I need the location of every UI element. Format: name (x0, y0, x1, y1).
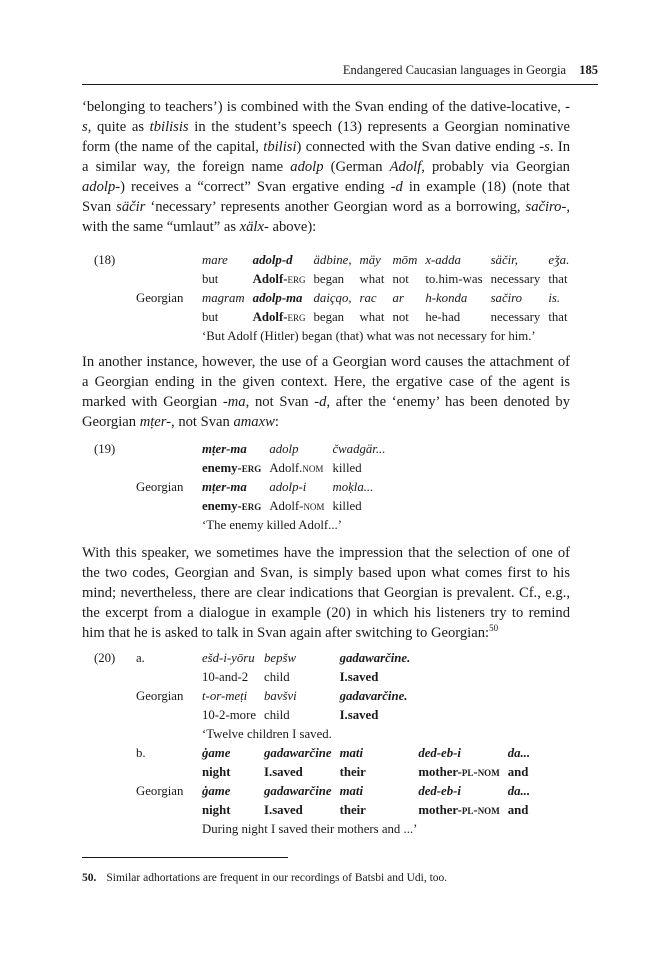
text-segment: ar (392, 291, 404, 305)
text-segment: With this speaker, we sometimes have the impression that the selection of one of the two codes, Georgian and Svan, is simply based upon what comes first to his mind; nevertheless, there are clear indications that Georgian is prevalent. Cf., e.g., the excerpt from a dialogue in example (20) in which his listeners try to remind him that he is asked to talk in Svan again after switching to Georgian: (82, 545, 570, 641)
text-segment: that (548, 310, 568, 324)
text-segment: mother- (418, 803, 462, 817)
ex19-svan-gloss (202, 459, 269, 478)
text-segment: killed (332, 461, 362, 475)
text-segment: ešd-i-yōru (202, 651, 255, 665)
ex18-svan-gloss (253, 270, 314, 289)
text-segment: their (339, 803, 366, 817)
text-segment: mṭer-ma (202, 480, 247, 494)
ex20b-svan-word (202, 744, 264, 763)
ex20b-svan-gloss-row (82, 763, 538, 782)
text-segment: 50 (489, 623, 499, 634)
text-segment: , after the ‘enemy’ has been denoted by Georgian (82, 394, 571, 430)
ex20a-label: a. (136, 651, 145, 665)
ex20a-svan-word (202, 649, 264, 668)
text-segment: erg (287, 272, 306, 286)
text-segment: - (473, 803, 478, 817)
ex19-svan-word (332, 440, 393, 459)
text-segment: adolp-i (269, 480, 307, 494)
paragraph-3 (82, 543, 570, 643)
text-segment: ) connected with the Svan dative ending (296, 139, 540, 155)
ex19-translation-row (82, 516, 393, 535)
text-segment: -d (314, 394, 327, 410)
text-segment: enemy- (202, 461, 242, 475)
ex18-georgian-word (425, 289, 490, 308)
text-segment: mati (339, 746, 364, 760)
text-segment: Adolf (389, 159, 422, 175)
text-segment: pl (461, 803, 474, 817)
ex20b-svan-gloss (508, 763, 538, 782)
text-segment: ded-eb-i (418, 784, 461, 798)
ex19-translation: ‘The enemy killed Adolf...’ (202, 518, 343, 532)
text-segment: nom (477, 765, 500, 779)
text-segment: I.saved (339, 670, 379, 684)
text-segment: nom (302, 461, 324, 475)
ex18-language-label: Georgian (136, 291, 184, 305)
ex18-svan-gloss (314, 270, 360, 289)
text-segment: mṭer- (139, 414, 172, 430)
ex18-svan-word (314, 251, 360, 270)
text-segment: in example (18) (note that Svan (82, 179, 570, 215)
ex20a-georgian-word (202, 687, 264, 706)
text-segment: erg (241, 499, 262, 513)
ex20a-georgian-gloss-row (82, 706, 538, 725)
running-header (82, 62, 598, 78)
text-segment: necessary (490, 272, 541, 286)
text-segment: mäy (359, 253, 381, 267)
text-segment: and (507, 765, 529, 779)
ex18-number: (18) (94, 253, 116, 267)
text-segment: in the student’s speech (13) represents a Georgian nominative form (the name of the capital, (82, 119, 570, 155)
text-segment: daiçqo, (313, 291, 352, 305)
ex18-georgian-words-row (82, 289, 577, 308)
text-segment: nom (303, 499, 325, 513)
ex20b-georgian-words-row (82, 782, 538, 801)
text-segment: -ma (222, 394, 246, 410)
ex20b-georgian-gloss (340, 801, 419, 820)
ex20b-georgian-gloss (508, 801, 538, 820)
ex18-svan-word (392, 251, 425, 270)
text-segment: ġame (202, 746, 231, 760)
ex18-svan-gloss (202, 270, 253, 289)
text-segment: began (313, 310, 345, 324)
text-segment: tbilisi (263, 139, 297, 155)
text-segment: säčir, (490, 253, 518, 267)
ex18-svan-word (360, 251, 393, 270)
text-segment: Adolf- (252, 272, 288, 286)
ex18-svan-word (253, 251, 314, 270)
ex20b-georgian-gloss (202, 801, 264, 820)
ex20b-svan-gloss (340, 763, 419, 782)
text-segment: but (202, 272, 219, 286)
ex19-georgian-word (269, 478, 332, 497)
ex20b-georgian-gloss (264, 801, 340, 820)
text-segment: xälx- (239, 219, 269, 235)
ex18-georgian-gloss (491, 308, 549, 327)
text-segment: da... (507, 784, 531, 798)
text-segment: erg (287, 310, 306, 324)
text-segment: night (202, 765, 231, 779)
example-20 (82, 649, 538, 839)
paragraph-1 (82, 97, 570, 237)
ex20a-language-label: Georgian (136, 689, 184, 703)
text-segment: I.saved (264, 803, 303, 817)
footnote-number: 50. (82, 872, 97, 884)
text-segment: pl (461, 765, 474, 779)
ex18-georgian-word (253, 289, 314, 308)
ex19-svan-word (269, 440, 332, 459)
text-segment: but (202, 310, 219, 324)
text-segment: he-had (425, 310, 461, 324)
text-segment: adolp (269, 442, 299, 456)
ex20b-svan-words-row (82, 744, 538, 763)
ex20a-svan-gloss (264, 668, 340, 687)
ex18-svan-gloss-row (82, 270, 577, 289)
ex18-svan-gloss (491, 270, 549, 289)
ex20a-svan-words-row (82, 649, 538, 668)
ex19-svan-gloss (332, 459, 393, 478)
ex20a-georgian-gloss (340, 706, 419, 725)
text-segment: to.him-was (425, 272, 483, 286)
text-segment: Adolf. (269, 461, 303, 475)
text-segment: adolp- (82, 179, 121, 195)
text-segment: nom (477, 803, 500, 817)
ex18-georgian-gloss (202, 308, 253, 327)
text-segment: h-konda (425, 291, 468, 305)
ex18-svan-word (202, 251, 253, 270)
ex19-georgian-gloss (202, 497, 269, 516)
text-segment: child (264, 708, 290, 722)
ex18-georgian-gloss (253, 308, 314, 327)
text-segment: and (507, 803, 529, 817)
text-segment: adolp-d (252, 253, 293, 267)
ex18-georgian-word (314, 289, 360, 308)
text-segment: ded-eb-i (418, 746, 461, 760)
text-segment: Adolf- (269, 499, 304, 513)
text-segment: -s (82, 99, 570, 135)
text-segment: bepšw (264, 651, 297, 665)
ex20a-svan-gloss-row (82, 668, 538, 687)
text-segment: gadawarčine (264, 784, 332, 798)
text-segment: adolp (290, 159, 324, 175)
text-segment: eǯa. (548, 253, 570, 267)
ex18-svan-gloss (548, 270, 577, 289)
text-segment: tbilisis (149, 119, 189, 135)
ex20b-georgian-word (202, 782, 264, 801)
ex18-georgian-word (491, 289, 549, 308)
ex19-svan-words-row (82, 440, 393, 459)
text-segment: gadawarčine. (339, 651, 411, 665)
ex20b-translation: During night I saved their mothers and ...’ (202, 822, 418, 836)
ex20b-georgian-gloss (418, 801, 507, 820)
text-segment: not (392, 272, 409, 286)
text-segment: necessary (490, 310, 541, 324)
ex20a-georgian-word (264, 687, 340, 706)
text-segment: bavšvi (264, 689, 297, 703)
ex20a-svan-gloss (340, 668, 419, 687)
ex20a-svan-gloss (202, 668, 264, 687)
ex19-language-label: Georgian (136, 480, 184, 494)
example-19 (82, 440, 393, 535)
text-segment: began (313, 272, 345, 286)
text-segment: 10-and-2 (202, 670, 249, 684)
text-segment: moḳla... (332, 480, 374, 494)
ex18-georgian-word (392, 289, 425, 308)
ex20b-svan-word (508, 744, 538, 763)
text-segment: Adolf- (252, 310, 288, 324)
text-segment: what (359, 310, 385, 324)
ex18-georgian-gloss (314, 308, 360, 327)
ex20a-translation: ‘Twelve children I saved. (202, 727, 332, 741)
text-segment: -s (539, 139, 550, 155)
ex20b-language-label: Georgian (136, 784, 184, 798)
text-segment: mṭer-ma (202, 442, 247, 456)
ex19-georgian-word (332, 478, 393, 497)
ex18-svan-gloss (425, 270, 490, 289)
ex18-georgian-gloss (425, 308, 490, 327)
text-segment: čwadgär... (332, 442, 386, 456)
ex19-georgian-words-row (82, 478, 393, 497)
text-segment: that (548, 272, 568, 286)
footnote-rule (82, 857, 288, 858)
ex18-georgian-gloss (360, 308, 393, 327)
ex18-georgian-gloss (392, 308, 425, 327)
running-title: Endangered Caucasian languages in Georgia (342, 63, 567, 77)
ex19-svan-gloss-row (82, 459, 393, 478)
ex20b-georgian-word (340, 782, 419, 801)
text-segment: , not Svan (245, 394, 315, 410)
text-segment: , not Svan (171, 414, 234, 430)
ex18-georgian-gloss (548, 308, 577, 327)
ex20b-georgian-word (418, 782, 507, 801)
text-segment: not (392, 310, 409, 324)
ex20b-svan-word (340, 744, 419, 763)
text-segment: -d (390, 179, 403, 195)
text-segment: , probably via Georgian (421, 159, 570, 175)
ex20a-georgian-word (340, 687, 419, 706)
ex18-svan-word (491, 251, 549, 270)
text-segment: rac (359, 291, 377, 305)
text-segment: what (359, 272, 385, 286)
example-18 (82, 251, 577, 346)
ex18-georgian-gloss-row (82, 308, 577, 327)
text-segment: child (264, 670, 290, 684)
ex19-georgian-word (202, 478, 269, 497)
text-segment: ädbine, (313, 253, 352, 267)
ex20a-translation-row (82, 725, 538, 744)
text-segment: enemy- (202, 499, 242, 513)
text-segment: ‘necessary’ represents another Georgian word as a borrowing, (145, 199, 526, 215)
ex18-translation: ‘But Adolf (Hitler) began (that) what was not necessary for him.’ (202, 329, 536, 343)
text-segment: mati (339, 784, 364, 798)
ex19-number: (19) (94, 442, 116, 456)
text-segment: magram (202, 291, 245, 305)
footnote-text: Similar adhortations are frequent in our recordings of Batsbi and Udi, too. (106, 872, 448, 884)
text-segment: - (473, 765, 478, 779)
ex20b-svan-word (264, 744, 340, 763)
text-segment: ) receives a “correct” Svan ergative ending (120, 179, 391, 195)
text-segment: säčir (116, 199, 146, 215)
text-segment: da... (507, 746, 531, 760)
text-segment: gadavarčine. (339, 689, 408, 703)
ex18-svan-words-row (82, 251, 577, 270)
ex19-georgian-gloss-row (82, 497, 393, 516)
text-segment: amaxw (233, 414, 275, 430)
header-rule (82, 84, 598, 85)
ex18-georgian-word (202, 289, 253, 308)
text-segment: mare (202, 253, 228, 267)
text-segment: I.saved (264, 765, 303, 779)
footnote (82, 870, 598, 886)
ex20b-georgian-gloss-row (82, 801, 538, 820)
ex20b-translation-row (82, 820, 538, 839)
ex20b-label: b. (136, 746, 146, 760)
text-segment: I.saved (339, 708, 379, 722)
text-segment: t-or-meṭi (202, 689, 248, 703)
ex18-svan-gloss (392, 270, 425, 289)
text-segment: , with the same “umlaut” as (82, 199, 570, 235)
text-segment: their (339, 765, 366, 779)
ex20a-svan-word (264, 649, 340, 668)
ex20b-svan-gloss (202, 763, 264, 782)
text-segment: . In a similar way, the foreign name (82, 139, 570, 175)
text-segment: ‘belonging to teachers’) is combined with the Svan ending of the dative-locative, (82, 99, 566, 115)
ex20b-georgian-word (264, 782, 340, 801)
text-segment: , quite as (87, 119, 150, 135)
ex20b-georgian-word (508, 782, 538, 801)
text-segment: ġame (202, 784, 231, 798)
text-segment: sačiro (490, 291, 523, 305)
text-segment: erg (241, 461, 262, 475)
ex19-georgian-gloss (269, 497, 332, 516)
ex18-svan-gloss (360, 270, 393, 289)
ex18-svan-word (425, 251, 490, 270)
ex19-svan-word (202, 440, 269, 459)
ex19-georgian-gloss (332, 497, 393, 516)
ex20b-svan-gloss (264, 763, 340, 782)
text-segment: is. (548, 291, 561, 305)
text-segment: sačiro- (525, 199, 567, 215)
ex18-translation-row (82, 327, 577, 346)
ex20-number: (20) (94, 651, 116, 665)
text-segment: adolp-ma (252, 291, 303, 305)
paragraph-2 (82, 352, 570, 432)
text-segment: night (202, 803, 231, 817)
text-segment: mother- (418, 765, 462, 779)
text-segment: mōm (392, 253, 418, 267)
text-segment: 10-2-more (202, 708, 257, 722)
ex18-georgian-word (360, 289, 393, 308)
text-segment: killed (332, 499, 362, 513)
ex20a-svan-word (340, 649, 419, 668)
text-segment: In another instance, however, the use of a Georgian word causes the attachment of a Georgian ending in the given context. Here, the ergative case of the agent is marked with Georgian (82, 354, 570, 410)
ex18-georgian-word (548, 289, 577, 308)
text-segment: (German (323, 159, 390, 175)
text-segment: x-adda (425, 253, 461, 267)
ex18-svan-word (548, 251, 577, 270)
ex20b-svan-word (418, 744, 507, 763)
ex20b-svan-gloss (418, 763, 507, 782)
ex20a-georgian-words-row (82, 687, 538, 706)
ex19-svan-gloss (269, 459, 332, 478)
text-segment: : (274, 414, 279, 430)
page-number: 185 (579, 63, 598, 77)
text-segment: gadawarčine (264, 746, 332, 760)
text-segment: above): (268, 219, 317, 235)
ex20a-georgian-gloss (264, 706, 340, 725)
ex20a-georgian-gloss (202, 706, 264, 725)
